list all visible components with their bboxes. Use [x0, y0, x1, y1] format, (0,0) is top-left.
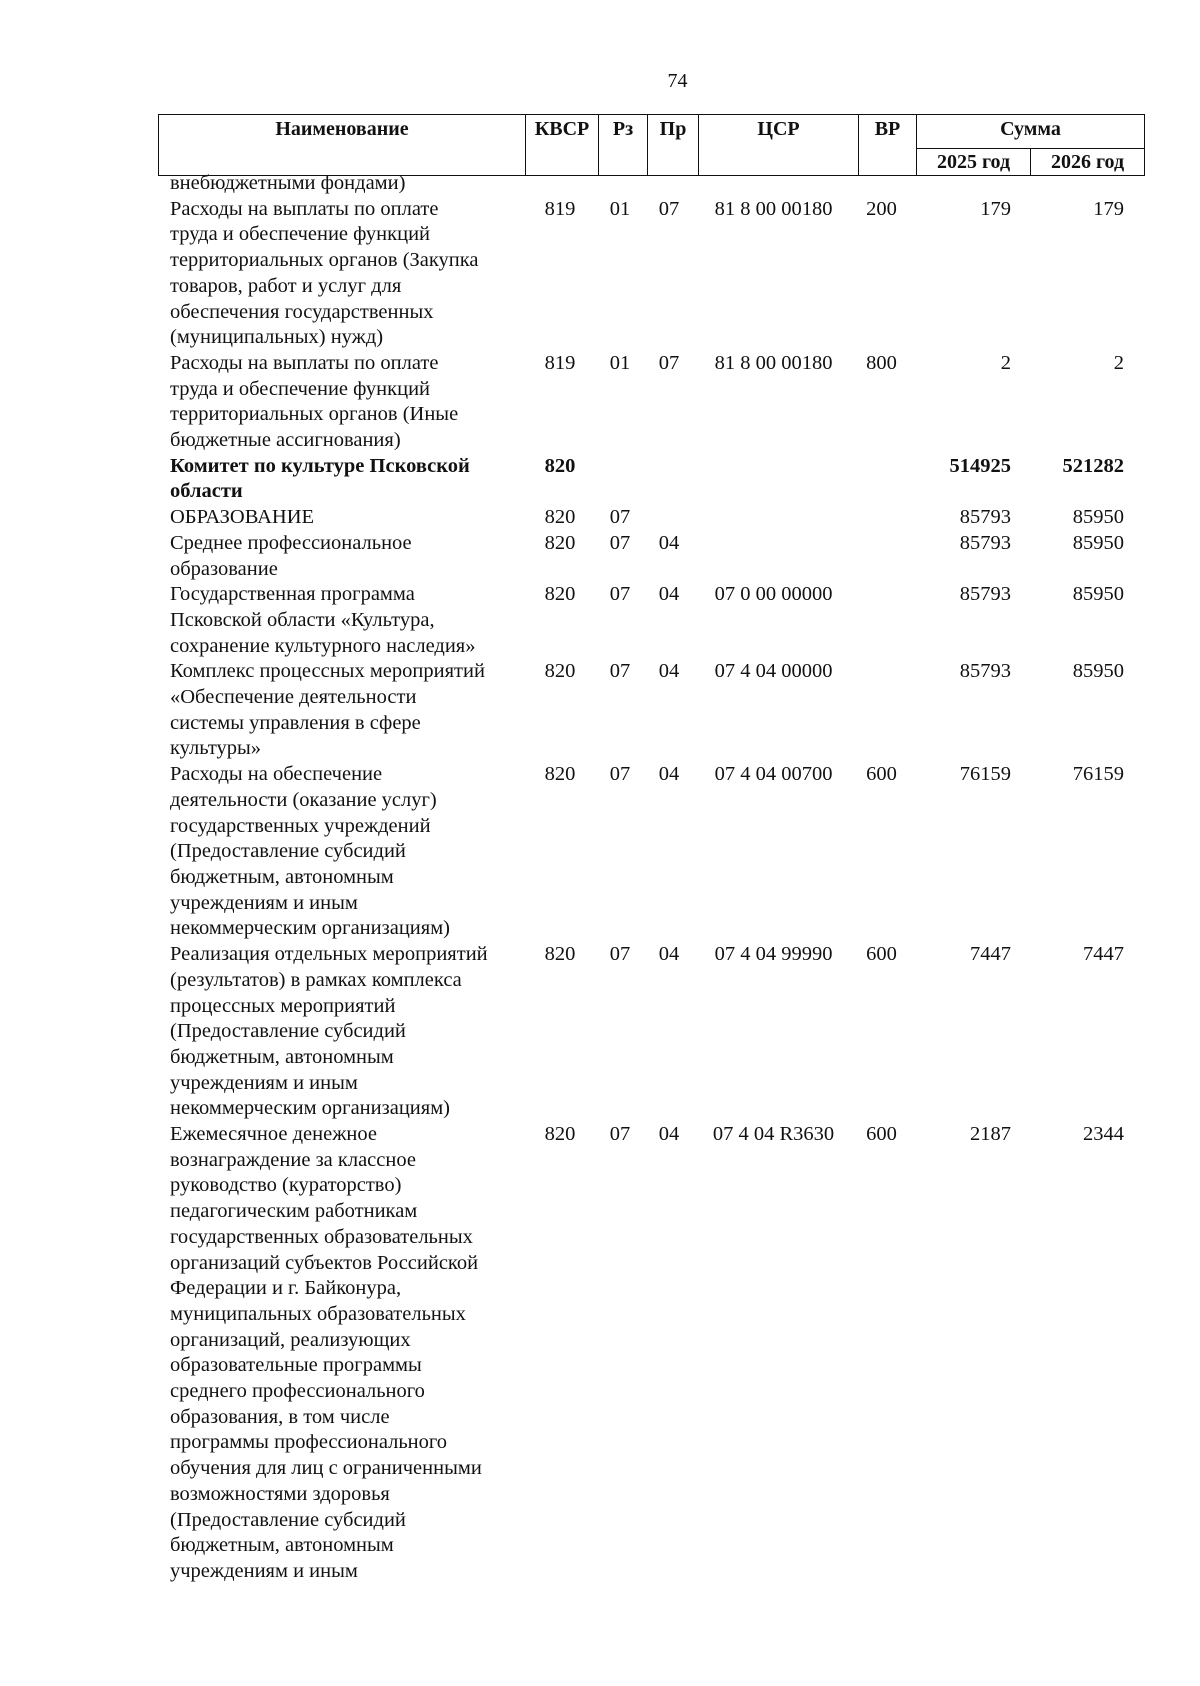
cell-name-line: (Предоставление субсидий	[170, 1508, 406, 1531]
cell-pr: 07	[658, 351, 680, 374]
cell-rz: 07	[609, 583, 631, 606]
table-row	[158, 582, 1142, 659]
cell-name-line: возможностями здоровья	[170, 1482, 390, 1505]
cell-name-line: бюджетным, автономным	[170, 1534, 394, 1557]
header-year-2026: 2026 год	[1031, 149, 1145, 176]
cell-csr: 07 0 00 00000	[714, 583, 833, 606]
cell-kvsr: 820	[544, 454, 576, 477]
cell-vr: 600	[866, 1123, 897, 1146]
cell-name-line: обучения для лиц с ограниченными	[170, 1457, 482, 1480]
cell-csr: 81 8 00 00180	[714, 351, 833, 374]
cell-name	[158, 659, 524, 762]
cell-name-line: обеспечения государственных	[170, 300, 434, 323]
cell-sum-2026: 85950	[1072, 583, 1124, 606]
cell-name	[158, 762, 524, 942]
cell-name-line: Реализация отдельных мероприятий	[170, 943, 488, 966]
cell-name-line: образования, в том числе	[170, 1405, 390, 1428]
table-row	[158, 942, 1142, 1122]
table-header	[158, 114, 1145, 176]
cell-rz: 07	[609, 763, 631, 786]
cell-pr: 04	[658, 1123, 680, 1146]
cell-name-line: организаций, реализующих	[170, 1328, 411, 1351]
cell-name	[158, 351, 524, 454]
cell-sum-2026: 85950	[1072, 506, 1124, 529]
cell-vr: 200	[866, 197, 897, 220]
cell-name	[158, 531, 524, 582]
cell-name-line: (Предоставление субсидий	[170, 1020, 406, 1043]
cell-name-line: образовательные программы	[170, 1354, 422, 1377]
cell-name-line: Федерации и г. Байконура,	[170, 1277, 402, 1300]
cell-name-line: учреждениям и иным	[170, 1071, 358, 1094]
cell-sum-2025: 514925	[949, 454, 1011, 477]
cell-rz: 07	[609, 1123, 631, 1146]
cell-name-line: деятельности (оказание услуг)	[170, 788, 437, 811]
cell-csr: 07 4 04 99990	[714, 943, 833, 966]
cell-rz: 01	[609, 197, 631, 220]
header-name: Наименование	[159, 115, 526, 176]
cell-sum-2026: 76159	[1072, 763, 1124, 786]
cell-name-line: государственных образовательных	[170, 1225, 473, 1248]
table-row	[158, 659, 1142, 762]
cell-sum-2025: 85793	[959, 506, 1011, 529]
cell-name-line: «Обеспечение деятельности	[170, 686, 417, 709]
cell-kvsr: 820	[544, 943, 576, 966]
table-row	[158, 351, 1142, 454]
cell-name-line: бюджетные ассигнования)	[170, 429, 401, 452]
cell-csr: 07 4 04 00700	[714, 763, 833, 786]
cell-rz: 07	[609, 660, 631, 683]
cell-name	[158, 1122, 524, 1585]
cell-name-line: труда и обеспечение функций	[170, 223, 431, 246]
cell-name-line: (муниципальных) нужд)	[170, 326, 384, 349]
cell-name-line: внебюджетными фондами)	[170, 172, 406, 194]
cell-name-line: педагогическим работникам	[170, 1200, 418, 1223]
cell-csr: 07 4 04 00000	[714, 660, 833, 683]
cell-name-line: Псковской области «Культура,	[170, 608, 435, 631]
table-row	[158, 197, 1142, 351]
cell-name-line: системы управления в сфере	[170, 711, 421, 734]
cell-name	[158, 171, 524, 197]
cell-sum-2025: 76159	[959, 763, 1011, 786]
cell-name	[158, 454, 524, 505]
page-number: 74	[667, 70, 688, 92]
cell-name-line: культуры»	[170, 737, 262, 760]
cell-rz: 07	[609, 943, 631, 966]
cell-sum-2026: 521282	[1062, 454, 1124, 477]
cell-name-line: программы профессионального	[170, 1431, 448, 1454]
cell-name-line: некоммерческим организациям)	[170, 1097, 450, 1120]
cell-kvsr: 820	[544, 1123, 576, 1146]
cell-name	[158, 197, 524, 351]
table-row	[158, 454, 1142, 505]
header-year-2025: 2025 год	[917, 149, 1031, 176]
cell-pr: 04	[658, 660, 680, 683]
cell-name-line: товаров, работ и услуг для	[170, 274, 402, 297]
cell-kvsr: 819	[544, 351, 576, 374]
cell-name-line: бюджетным, автономным	[170, 1045, 394, 1068]
cell-name-line: учреждениям и иным	[170, 891, 358, 914]
cell-name-line: (результатов) в рамках комплекса	[170, 968, 462, 991]
cell-sum-2025: 85793	[959, 583, 1011, 606]
cell-rz: 01	[609, 351, 631, 374]
cell-csr: 81 8 00 00180	[714, 197, 833, 220]
cell-name-line: учреждениям и иным	[170, 1559, 358, 1582]
cell-name-line: Комитет по культуре Псковской	[170, 454, 470, 477]
cell-name-line: Расходы на выплаты по оплате	[170, 197, 439, 220]
cell-pr: 04	[658, 531, 680, 554]
cell-name-line: труда и обеспечение функций	[170, 377, 431, 400]
cell-name-line: территориальных органов (Иные	[170, 403, 459, 426]
cell-vr: 600	[866, 763, 897, 786]
cell-sum-2026: 85950	[1072, 531, 1124, 554]
cell-vr: 600	[866, 943, 897, 966]
cell-name-line: процессных мероприятий	[170, 994, 396, 1017]
cell-name-line: некоммерческим организациям)	[170, 917, 450, 940]
cell-kvsr: 819	[544, 197, 576, 220]
cell-kvsr: 820	[544, 660, 576, 683]
cell-vr: 800	[866, 351, 897, 374]
header-pr: Пр	[648, 115, 699, 176]
cell-sum-2025: 85793	[959, 531, 1011, 554]
cell-name-line: (Предоставление субсидий	[170, 840, 406, 863]
cell-pr: 04	[658, 583, 680, 606]
header-csr: ЦСР	[699, 115, 859, 176]
cell-name-line: Ежемесячное денежное	[170, 1123, 377, 1146]
cell-rz: 07	[609, 506, 631, 529]
header-sum: Сумма	[917, 115, 1145, 149]
cell-kvsr: 820	[544, 583, 576, 606]
cell-kvsr: 820	[544, 531, 576, 554]
table-row	[158, 762, 1142, 942]
cell-name	[158, 942, 524, 1122]
cell-sum-2026: 85950	[1072, 660, 1124, 683]
cell-pr: 04	[658, 943, 680, 966]
cell-name-line: территориальных органов (Закупка	[170, 249, 479, 272]
cell-name-line: вознаграждение за классное	[170, 1148, 416, 1171]
cell-sum-2026: 2	[1113, 351, 1124, 374]
cell-name-line: Комплекс процессных мероприятий	[170, 660, 485, 683]
cell-sum-2025: 2187	[970, 1123, 1011, 1146]
header-rz: Рз	[599, 115, 648, 176]
header-vr: ВР	[859, 115, 917, 176]
cell-sum-2026: 2344	[1083, 1123, 1124, 1146]
cell-name-line: сохранение культурного наследия»	[170, 634, 476, 657]
cell-sum-2025: 85793	[959, 660, 1011, 683]
cell-kvsr: 820	[544, 506, 576, 529]
cell-name	[158, 582, 524, 659]
cell-name-line: Расходы на выплаты по оплате	[170, 351, 439, 374]
cell-sum-2025: 2	[1000, 351, 1011, 374]
cell-name-line: руководство (кураторство)	[170, 1174, 402, 1197]
table-row	[158, 171, 1142, 197]
cell-rz: 07	[609, 531, 631, 554]
cell-name-line: государственных учреждений	[170, 814, 431, 837]
cell-name-line: ОБРАЗОВАНИЕ	[170, 506, 315, 529]
cell-name-line: организаций субъектов Российской	[170, 1251, 479, 1274]
cell-pr: 04	[658, 763, 680, 786]
table-row	[158, 531, 1142, 582]
table-body	[158, 171, 1142, 1585]
cell-name-line: Расходы на обеспечение	[170, 763, 383, 786]
cell-name-line: образование	[170, 557, 278, 580]
cell-name-line: области	[170, 480, 243, 503]
cell-sum-2025: 7447	[970, 943, 1011, 966]
table-row	[158, 505, 1142, 531]
cell-sum-2025: 179	[980, 197, 1011, 220]
cell-name-line: Среднее профессиональное	[170, 531, 412, 554]
table-row	[158, 1122, 1142, 1585]
cell-name-line: среднего профессионального	[170, 1380, 425, 1403]
cell-csr: 07 4 04 R3630	[712, 1123, 835, 1146]
cell-pr: 07	[658, 197, 680, 220]
cell-kvsr: 820	[544, 763, 576, 786]
cell-name-line: Государственная программа	[170, 583, 415, 606]
header-kvsr: КВСР	[526, 115, 599, 176]
cell-sum-2026: 7447	[1083, 943, 1124, 966]
cell-sum-2026: 179	[1093, 197, 1124, 220]
cell-name	[158, 505, 524, 531]
cell-name-line: бюджетным, автономным	[170, 865, 394, 888]
cell-name-line: муниципальных образовательных	[170, 1302, 466, 1325]
